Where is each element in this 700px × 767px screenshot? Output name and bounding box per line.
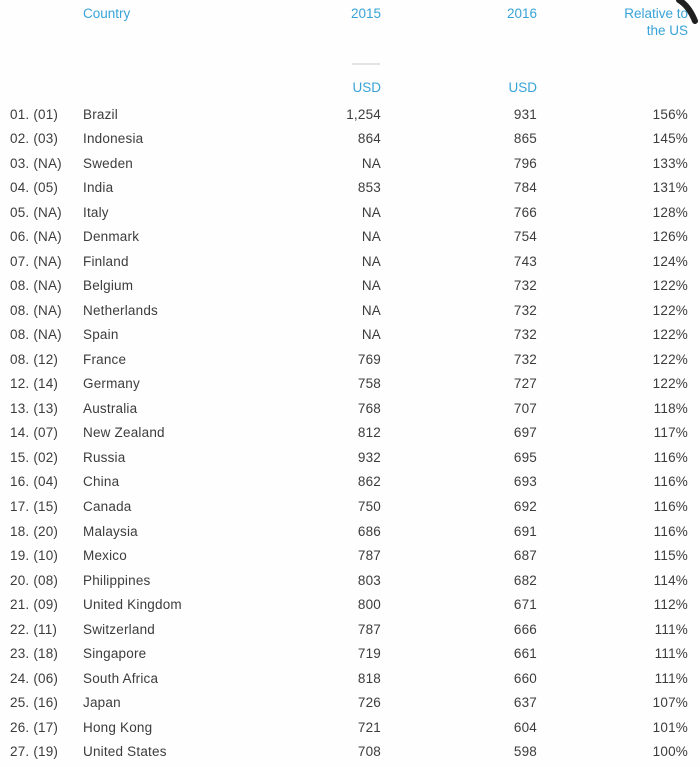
value-2015-cell: 853 <box>357 180 381 196</box>
value-2016-cell: 598 <box>513 744 537 760</box>
rank-cell: 24. (06) <box>10 670 59 686</box>
value-2015-cell: 787 <box>357 548 381 564</box>
column-header-2015: 2015 <box>350 6 381 21</box>
value-2016-cell: 732 <box>513 351 537 367</box>
column-header-2016: 2016 <box>506 6 537 21</box>
table-row <box>0 715 700 740</box>
value-2016-cell: 865 <box>513 131 537 147</box>
relative-to-us-cell: 100% <box>652 744 688 760</box>
relative-to-us-cell: 114% <box>653 572 688 588</box>
value-2016-cell: 692 <box>513 499 537 514</box>
rank-cell: 14. (07) <box>10 425 59 441</box>
rank-cell: 08. (NA) <box>10 278 62 294</box>
value-2015-cell: 769 <box>357 351 381 367</box>
relative-to-us-cell: 122% <box>652 376 688 392</box>
value-2016-cell: 682 <box>513 572 537 588</box>
rank-cell: 12. (14) <box>10 376 59 392</box>
rank-cell: 25. (16) <box>10 695 59 711</box>
value-2016-cell: 660 <box>513 670 537 686</box>
value-2016-cell: 697 <box>513 425 537 441</box>
country-cell: Indonesia <box>83 131 144 147</box>
country-cell: Brazil <box>83 106 118 122</box>
country-cell: Singapore <box>83 646 147 662</box>
relative-to-us-cell: 122% <box>652 278 688 294</box>
country-cell: Italy <box>83 204 109 220</box>
value-2016-cell: 687 <box>513 548 537 564</box>
table-row <box>0 421 700 446</box>
relative-to-us-cell: 115% <box>653 548 688 564</box>
rank-cell: 18. (20) <box>10 523 59 539</box>
rank-cell: 03. (NA) <box>10 155 62 171</box>
value-2016-cell: 671 <box>513 597 537 613</box>
rank-cell: 01. (01) <box>10 106 59 122</box>
country-cell: Spain <box>83 327 119 343</box>
table-row <box>0 519 700 544</box>
value-2015-cell: 800 <box>357 597 381 613</box>
table-row <box>0 225 700 250</box>
relative-to-us-cell: 118% <box>653 400 688 416</box>
rank-cell: 13. (13) <box>10 400 59 416</box>
country-cell: Japan <box>83 695 121 711</box>
relative-to-us-cell: 112% <box>653 597 688 613</box>
value-2015-cell: 768 <box>357 400 381 416</box>
country-cell: Malaysia <box>83 523 138 539</box>
value-2016-cell: 693 <box>513 474 537 490</box>
faint-divider-line <box>352 63 380 65</box>
relative-to-us-cell: 116% <box>653 449 688 465</box>
value-2015-cell: 1,254 <box>346 106 381 122</box>
usd-label-2016: USD <box>508 80 537 95</box>
table-row <box>0 543 700 568</box>
rank-cell: 07. (NA) <box>10 253 62 269</box>
relative-to-us-cell: 156% <box>652 106 688 122</box>
country-cell: Switzerland <box>83 621 155 637</box>
value-2016-cell: 754 <box>513 229 537 245</box>
value-2016-cell: 732 <box>513 327 537 343</box>
relative-to-us-cell: 131% <box>652 180 688 196</box>
relative-to-us-cell: 111% <box>654 621 688 637</box>
relative-to-us-cell: 145% <box>652 131 688 147</box>
relative-to-us-cell: 116% <box>653 523 688 539</box>
value-2015-cell: 864 <box>357 131 381 147</box>
rank-cell: 19. (10) <box>10 548 59 564</box>
country-cell: South Africa <box>83 670 159 686</box>
rank-cell: 17. (15) <box>10 499 59 514</box>
value-2015-cell: 812 <box>357 425 381 441</box>
table-row <box>0 298 700 323</box>
table-row <box>0 323 700 348</box>
value-2016-cell: 691 <box>513 523 537 539</box>
relative-to-us-cell: 122% <box>652 302 688 318</box>
table-header <box>0 5 700 39</box>
table-row <box>0 739 700 764</box>
value-2016-cell: 732 <box>513 302 537 318</box>
value-2016-cell: 727 <box>513 376 537 392</box>
relative-to-us-cell: 124% <box>652 253 688 269</box>
value-2015-cell: 803 <box>357 572 381 588</box>
country-cell: Sweden <box>83 155 133 171</box>
value-2015-cell: 818 <box>357 670 381 686</box>
value-2015-cell: NA <box>361 302 381 318</box>
table-row <box>0 470 700 495</box>
table-row <box>0 568 700 593</box>
rank-cell: 06. (NA) <box>10 229 62 245</box>
relative-to-us-cell: 126% <box>652 229 688 245</box>
country-cell: Australia <box>83 400 138 416</box>
rank-cell: 20. (08) <box>10 572 59 588</box>
value-2016-cell: 784 <box>513 180 537 196</box>
value-2016-cell: 743 <box>513 253 537 269</box>
country-cell: Russia <box>83 449 126 465</box>
relative-to-us-cell: 122% <box>652 327 688 343</box>
country-cell: Germany <box>83 376 140 392</box>
country-cell: Hong Kong <box>83 719 153 735</box>
value-2016-cell: 666 <box>513 621 537 637</box>
value-2016-cell: 695 <box>513 449 537 465</box>
usd-subheader-row <box>0 80 700 95</box>
rank-cell: 27. (19) <box>10 744 59 760</box>
country-cell: France <box>83 351 127 367</box>
relative-to-us-cell: 116% <box>653 474 688 490</box>
table-row <box>0 666 700 691</box>
value-2015-cell: 719 <box>357 646 381 662</box>
value-2015-cell: 721 <box>357 719 381 735</box>
usd-label-2015: USD <box>352 80 381 95</box>
rank-cell: 26. (17) <box>10 719 59 735</box>
rank-cell: 08. (NA) <box>10 327 62 343</box>
relative-to-us-cell: 107% <box>652 695 688 711</box>
table-body <box>0 102 700 764</box>
rank-cell: 22. (11) <box>10 621 58 637</box>
country-cell: New Zealand <box>83 425 165 441</box>
value-2015-cell: 862 <box>357 474 381 490</box>
table-row <box>0 641 700 666</box>
rank-cell: 04. (05) <box>10 180 59 196</box>
value-2016-cell: 732 <box>513 278 537 294</box>
rank-cell: 16. (04) <box>10 474 59 490</box>
country-cell: United Kingdom <box>83 597 182 613</box>
table-row <box>0 249 700 274</box>
relative-header-line1: Relative to <box>624 6 688 21</box>
rank-cell: 02. (03) <box>10 131 59 147</box>
value-2016-cell: 707 <box>513 400 537 416</box>
table-row <box>0 127 700 152</box>
table-row <box>0 274 700 299</box>
relative-to-us-cell: 133% <box>652 155 688 171</box>
table-row <box>0 396 700 421</box>
value-2015-cell: 932 <box>357 449 381 465</box>
table-row <box>0 445 700 470</box>
rank-cell: 23. (18) <box>10 646 59 662</box>
table-row <box>0 494 700 519</box>
value-2015-cell: NA <box>361 253 381 269</box>
country-cell: Mexico <box>83 548 127 564</box>
relative-to-us-cell: 122% <box>652 351 688 367</box>
table-row <box>0 102 700 127</box>
country-cell: China <box>83 474 120 490</box>
value-2015-cell: 708 <box>357 744 381 760</box>
rank-cell: 21. (09) <box>10 597 59 613</box>
country-cell: Belgium <box>83 278 134 294</box>
value-2015-cell: NA <box>361 155 381 171</box>
table-row <box>0 176 700 201</box>
country-cell: Finland <box>83 253 129 269</box>
value-2016-cell: 661 <box>513 646 537 662</box>
table-row <box>0 200 700 225</box>
country-cell: Canada <box>83 499 132 514</box>
rank-cell: 08. (NA) <box>10 302 62 318</box>
relative-to-us-cell: 128% <box>652 204 688 220</box>
table-row <box>0 617 700 642</box>
relative-to-us-cell: 101% <box>652 719 688 735</box>
value-2015-cell: 758 <box>357 376 381 392</box>
value-2015-cell: 787 <box>357 621 381 637</box>
relative-to-us-cell: 117% <box>653 425 688 441</box>
table-row <box>0 347 700 372</box>
rank-cell: 05. (NA) <box>10 204 62 220</box>
relative-header-line2: the US <box>646 23 688 38</box>
country-cell: India <box>83 180 114 196</box>
value-2015-cell: NA <box>361 204 381 220</box>
relative-to-us-cell: 111% <box>654 670 688 686</box>
country-cell: United States <box>83 744 167 760</box>
country-cell: Netherlands <box>83 302 158 318</box>
value-2015-cell: NA <box>361 278 381 294</box>
value-2015-cell: NA <box>361 327 381 343</box>
value-2015-cell: 750 <box>357 499 381 514</box>
country-cell: Philippines <box>83 572 151 588</box>
value-2016-cell: 931 <box>513 106 537 122</box>
table-row <box>0 592 700 617</box>
value-2016-cell: 637 <box>513 695 537 711</box>
value-2016-cell: 766 <box>513 204 537 220</box>
rank-cell: 08. (12) <box>10 351 59 367</box>
value-2015-cell: NA <box>361 229 381 245</box>
relative-to-us-cell: 116% <box>653 499 688 514</box>
country-cell: Denmark <box>83 229 140 245</box>
table-row <box>0 690 700 715</box>
value-2015-cell: 726 <box>357 695 381 711</box>
value-2015-cell: 686 <box>357 523 381 539</box>
column-header-country: Country <box>83 6 131 21</box>
rank-cell: 15. (02) <box>10 449 59 465</box>
table-row <box>0 372 700 397</box>
relative-to-us-cell: 111% <box>654 646 688 662</box>
table-row <box>0 151 700 176</box>
value-2016-cell: 604 <box>513 719 537 735</box>
value-2016-cell: 796 <box>513 155 537 171</box>
column-header-relative-to-us <box>537 5 688 39</box>
